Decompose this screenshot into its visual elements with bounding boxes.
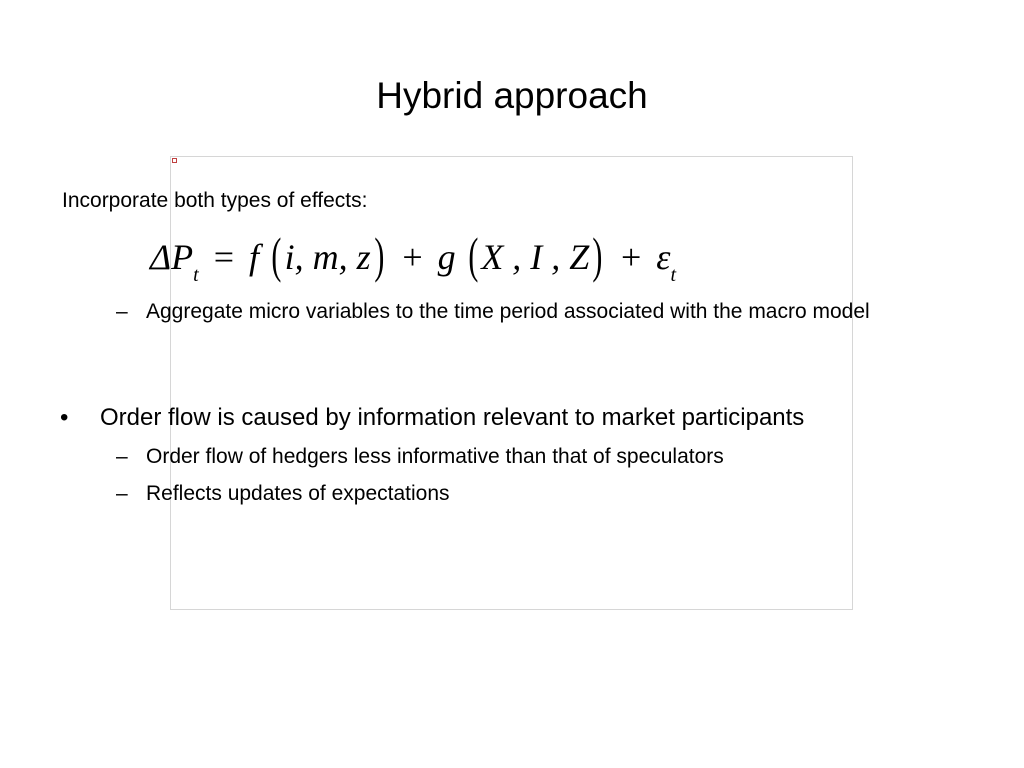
bullet-marker: • — [60, 404, 69, 431]
sub-bullet-item — [116, 479, 966, 509]
equation-lhs-subscript: t — [193, 264, 199, 286]
intro-text: Incorporate both types of effects: — [62, 189, 368, 212]
equation-rparen: ) — [592, 227, 603, 283]
equation-g-args: X , I , Z — [481, 237, 590, 277]
bullet-item — [60, 403, 980, 433]
embedded-object-icon — [172, 158, 177, 163]
equation-epsilon-subscript: t — [670, 264, 677, 286]
dash-marker: – — [116, 445, 128, 468]
equation-g: g — [437, 237, 456, 277]
equation — [150, 222, 677, 286]
equation-lparen: ( — [467, 227, 478, 283]
sub-bullet-text: Reflects updates of expectations — [146, 482, 450, 505]
equation-rparen: ) — [374, 227, 385, 283]
equation-lparen: ( — [271, 227, 282, 283]
sub-bullet-text: Order flow of hedgers less informative than that of speculators — [146, 445, 724, 468]
equation-plus: + — [620, 237, 642, 277]
slide-title: Hybrid approach — [376, 75, 648, 116]
sub-bullet-item — [116, 442, 966, 472]
equation-equals: = — [213, 237, 234, 277]
equation-epsilon: ε — [656, 237, 671, 277]
equation-plus: + — [402, 237, 423, 277]
sub-bullet-text: Aggregate micro variables to the time period associated with the macro model — [146, 300, 870, 323]
equation-lhs: ΔP — [150, 237, 194, 277]
dash-marker: – — [116, 300, 128, 323]
dash-marker: – — [116, 482, 128, 505]
equation-f-args: i, m, z — [284, 237, 371, 277]
sub-bullet-item — [116, 297, 966, 327]
bullet-text: Order flow is caused by information relevant to market participants — [100, 404, 805, 431]
equation-f: f — [249, 237, 260, 277]
